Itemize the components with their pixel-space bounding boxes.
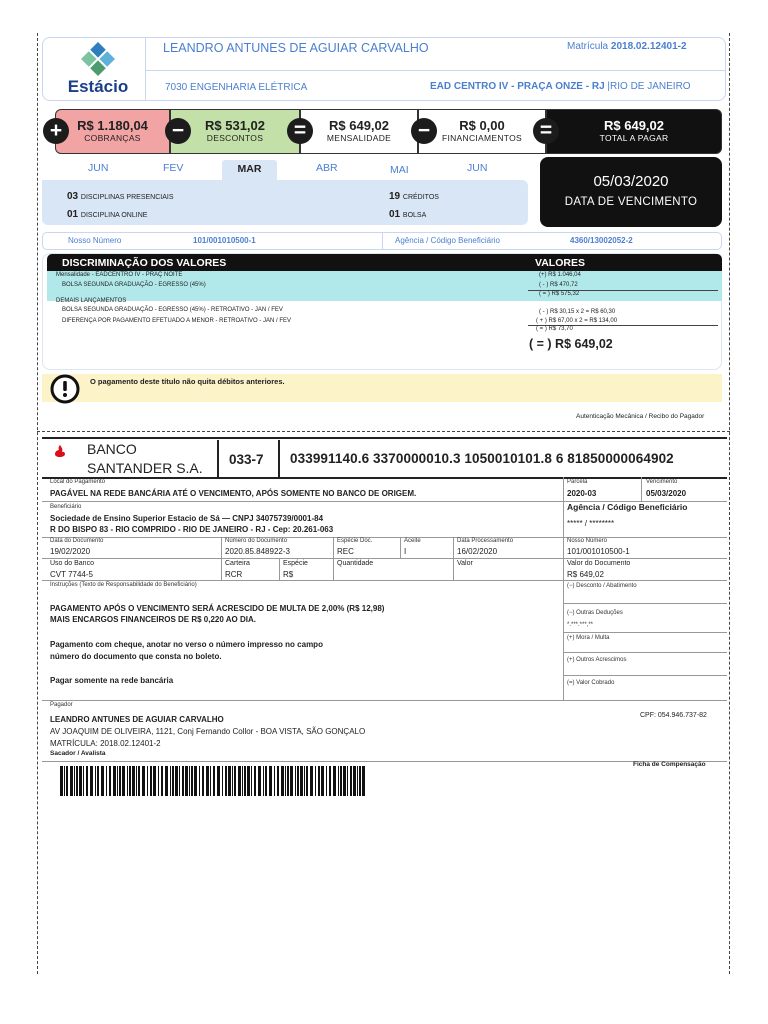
tab-month-2[interactable]: FEV bbox=[163, 162, 184, 174]
quantidade-label: Quantidade bbox=[337, 560, 374, 567]
acrescimos-label: (+) Outros Acrescimos bbox=[567, 657, 627, 663]
parcela-label: Parcela bbox=[567, 479, 588, 485]
cut-line bbox=[37, 431, 730, 432]
left-cut-line bbox=[37, 33, 38, 974]
vline bbox=[641, 477, 642, 501]
outras-deducoes-value: *.***.***,** bbox=[567, 622, 594, 628]
mensalidade-box: R$ 649,02 MENSALIDADE bbox=[300, 109, 418, 154]
due-date-label: DATA DE VENCIMENTO bbox=[564, 196, 698, 208]
valor-documento-label: Valor do Documento bbox=[567, 560, 631, 567]
data-processamento-value: 16/02/2020 bbox=[457, 547, 498, 556]
divider bbox=[563, 603, 727, 604]
uso-banco-label: Uso do Banco bbox=[50, 560, 94, 567]
vline bbox=[453, 537, 454, 580]
val-row-6: ( = ) R$ 73,70 bbox=[536, 326, 573, 332]
tab-month-3-active[interactable]: MAR bbox=[222, 160, 277, 180]
data-processamento-label: Data Processamento bbox=[457, 538, 514, 544]
discriminacao-total: ( = ) R$ 649,02 bbox=[529, 337, 613, 351]
pagador-cpf: CPF: 054.946.737-82 bbox=[640, 712, 707, 719]
val-row-1: (+) R$ 1.046,04 bbox=[539, 272, 581, 278]
agencia-codigo-value: ***** / ******** bbox=[567, 519, 615, 528]
disc-row-1: Mensalidade - EADCENTRO IV - PRAÇ NOITE bbox=[56, 272, 183, 278]
online: 01 DISCIPLINA ONLINE bbox=[67, 209, 148, 220]
agencia-label: Agência / Código Beneficiário bbox=[395, 236, 500, 245]
instrucao-3: Pagamento com cheque, anotar no verso o número impresso no campo bbox=[50, 640, 323, 649]
carteira-label: Carteira bbox=[225, 560, 250, 567]
vline bbox=[400, 537, 401, 559]
especie-doc-value: REC bbox=[337, 547, 354, 556]
tab-month-1[interactable]: JUN bbox=[88, 162, 109, 174]
minus-icon: − bbox=[411, 118, 437, 144]
divider bbox=[563, 652, 727, 653]
val-row-2: ( - ) R$ 470,72 bbox=[539, 282, 578, 288]
valor-label: Valor bbox=[457, 560, 473, 567]
especie-label: Espécie bbox=[283, 560, 308, 567]
local-label: Local do Pagamento bbox=[50, 479, 106, 485]
disc-row-3: DEMAIS LANÇAMENTOS bbox=[56, 298, 127, 304]
ficha-compensacao-label: Ficha de Compensação bbox=[633, 761, 706, 768]
estacio-logo bbox=[63, 41, 133, 102]
vencimento-label: Vencimento bbox=[646, 479, 678, 485]
divider bbox=[42, 580, 727, 581]
financiamentos-box: R$ 0,00 FINANCIAMENTOS bbox=[418, 109, 546, 154]
due-date-box bbox=[540, 157, 722, 227]
bank-code: 033-7 bbox=[229, 452, 264, 467]
divider bbox=[42, 700, 727, 701]
nosso-numero-label-2: Nosso Número bbox=[567, 538, 608, 544]
equals-icon: = bbox=[533, 118, 559, 144]
instrucao-4: número do documento que consta no boleto. bbox=[50, 652, 222, 661]
right-column-divider bbox=[563, 477, 564, 700]
barcode bbox=[60, 766, 365, 801]
uso-banco-value: CVT 7744-5 bbox=[50, 570, 93, 579]
bank-name: BANCO SANTANDER S.A. bbox=[87, 441, 203, 476]
campus: EAD CENTRO IV - PRAÇA ONZE - RJ |RIO DE JANEIRO bbox=[430, 81, 691, 92]
instrucao-2: MAIS ENCARGOS FINANCEIROS DE R$ 0,220 AO DIA. bbox=[50, 615, 256, 624]
sacador-label: Sacador / Avalista bbox=[50, 750, 106, 757]
linha-digitavel: 033991140.6 3370000010.3 1050010101.8 6 81850000064902 bbox=[290, 451, 674, 466]
numero-documento-label: Número do Documento bbox=[225, 538, 288, 544]
autenticacao-label: Autenticação Mecânica / Recibo do Pagador bbox=[576, 413, 705, 420]
course: 7030 ENGENHARIA ELÉTRICA bbox=[165, 82, 308, 93]
alert-text: O pagamento deste título não quita débitos anteriores. bbox=[90, 377, 285, 386]
divider bbox=[563, 675, 727, 676]
val-row-5: ( + ) R$ 67,00 x 2 = R$ 134,00 bbox=[536, 318, 618, 324]
aceite-value: I bbox=[404, 547, 407, 556]
pagador-matricula: MATRÍCULA: 2018.02.12401-2 bbox=[50, 739, 161, 748]
divider bbox=[42, 537, 727, 538]
descontos-box: R$ 531,02 DESCONTOS bbox=[170, 109, 300, 154]
right-cut-line bbox=[729, 33, 730, 974]
carteira-value: RCR bbox=[225, 570, 243, 579]
nosso-numero-label: Nosso Número bbox=[68, 236, 122, 245]
pagador-label: Pagador bbox=[50, 702, 73, 708]
nosso-numero-value-2: 101/001010500-1 bbox=[567, 547, 630, 556]
vencimento-value: 05/03/2020 bbox=[646, 489, 687, 498]
outras-deducoes-label: (−) Outras Deduções bbox=[567, 610, 623, 616]
disc-row-4: BOLSA SEGUNDA GRADUAÇÃO - EGRESSO (45%) - RETROATIVO - JAN / FEV bbox=[62, 307, 283, 313]
vline bbox=[221, 537, 222, 580]
instrucoes-label: Instruções (Texto de Responsabilidade do Beneficiário) bbox=[50, 582, 197, 588]
bank-top-rule bbox=[42, 437, 727, 439]
divider bbox=[42, 558, 727, 559]
total-box: R$ 649,02 TOTAL A PAGAR bbox=[546, 109, 722, 154]
beneficiario-line2: R DO BISPO 83 - RIO COMPRIDO - RIO DE JANEIRO - RJ - Cep: 20.261-063 bbox=[50, 525, 334, 534]
val-row-4: ( - ) R$ 30,15 x 2 = R$ 60,30 bbox=[539, 309, 616, 315]
divider bbox=[563, 632, 727, 633]
pagador-nome: LEANDRO ANTUNES DE AGUIAR CARVALHO bbox=[50, 715, 224, 724]
valor-documento-value: R$ 649,02 bbox=[567, 570, 604, 579]
matricula: Matrícula 2018.02.12401-2 bbox=[567, 41, 687, 52]
aceite-label: Aceite bbox=[404, 538, 421, 544]
val-row-3: ( = ) R$ 575,32 bbox=[539, 291, 580, 297]
tab-month-4[interactable]: ABR bbox=[316, 162, 338, 174]
valores-title: VALORES bbox=[535, 257, 585, 269]
divider bbox=[42, 761, 727, 762]
vline bbox=[279, 558, 280, 580]
tab-month-6[interactable]: JUN bbox=[467, 162, 488, 174]
creditos: 19 CRÉDITOS bbox=[389, 191, 439, 202]
numero-documento-value: 2020.85.848922-3 bbox=[225, 547, 290, 556]
plus-icon: + bbox=[43, 118, 69, 144]
parcela-value: 2020-03 bbox=[567, 489, 597, 498]
due-date: 05/03/2020 bbox=[593, 173, 669, 190]
student-name: LEANDRO ANTUNES DE AGUIAR CARVALHO bbox=[163, 41, 429, 55]
presencial: 03 DISCIPLINAS PRESENCIAIS bbox=[67, 191, 174, 202]
warning-icon bbox=[49, 374, 81, 404]
disc-row-2: BOLSA SEGUNDA GRADUAÇÃO - EGRESSO (45%) bbox=[62, 282, 206, 288]
cobrancas-box: R$ 1.180,04 COBRANÇAS bbox=[55, 109, 170, 154]
nosso-numero-value: 101/001010500-1 bbox=[193, 236, 256, 245]
data-documento-value: 19/02/2020 bbox=[50, 547, 91, 556]
beneficiario-label: Beneficiário bbox=[50, 504, 82, 510]
discriminacao-title: DISCRIMINAÇÃO DOS VALORES bbox=[62, 257, 227, 269]
valor-cobrado-label: (=) Valor Cobrado bbox=[567, 680, 615, 686]
especie-doc-label: Espécie Doc. bbox=[337, 538, 373, 544]
bolsa: 01 BOLSA bbox=[389, 209, 427, 220]
santander-flame-icon bbox=[52, 444, 68, 458]
agencia-value: 4360/13002052-2 bbox=[570, 236, 633, 245]
minus-icon: − bbox=[165, 118, 191, 144]
agencia-codigo-label: Agência / Código Beneficiário bbox=[567, 502, 688, 512]
pagador-endereco: AV JOAQUIM DE OLIVEIRA, 1121, Conj Fernando Collor - BOA VISTA, SÃO GONÇALO bbox=[50, 727, 366, 736]
tab-month-5[interactable]: MAI bbox=[390, 164, 409, 176]
local-value: PAGÁVEL NA REDE BANCÁRIA ATÉ O VENCIMENTO, APÓS SOMENTE NO BANCO DE ORIGEM. bbox=[50, 489, 417, 498]
mora-label: (+) Mora / Multa bbox=[567, 635, 610, 641]
vline bbox=[333, 537, 334, 580]
instrucao-5: Pagar somente na rede bancária bbox=[50, 676, 174, 685]
desconto-label: (−) Desconto / Abatimento bbox=[567, 583, 637, 589]
svg-text:Estácio: Estácio bbox=[67, 77, 129, 96]
beneficiario-line1: Sociedade de Ensino Superior Estacio de Sá — CNPJ 34075739/0001-84 bbox=[50, 514, 324, 523]
equals-icon: = bbox=[287, 118, 313, 144]
bank-divider bbox=[278, 440, 280, 478]
disc-row-5: DIFERENÇA POR PAGAMENTO EFETUADO A MENOR - RETROATIVO - JAN / FEV bbox=[62, 318, 292, 324]
data-documento-label: Data do Documento bbox=[50, 538, 104, 544]
bank-bottom-rule bbox=[42, 477, 727, 479]
instrucao-1: PAGAMENTO APÓS O VENCIMENTO SERÁ ACRESCIDO DE MULTA DE 2,00% (R$ 12,98) bbox=[50, 604, 385, 613]
especie-value: R$ bbox=[283, 570, 294, 579]
bank-divider bbox=[217, 440, 219, 478]
